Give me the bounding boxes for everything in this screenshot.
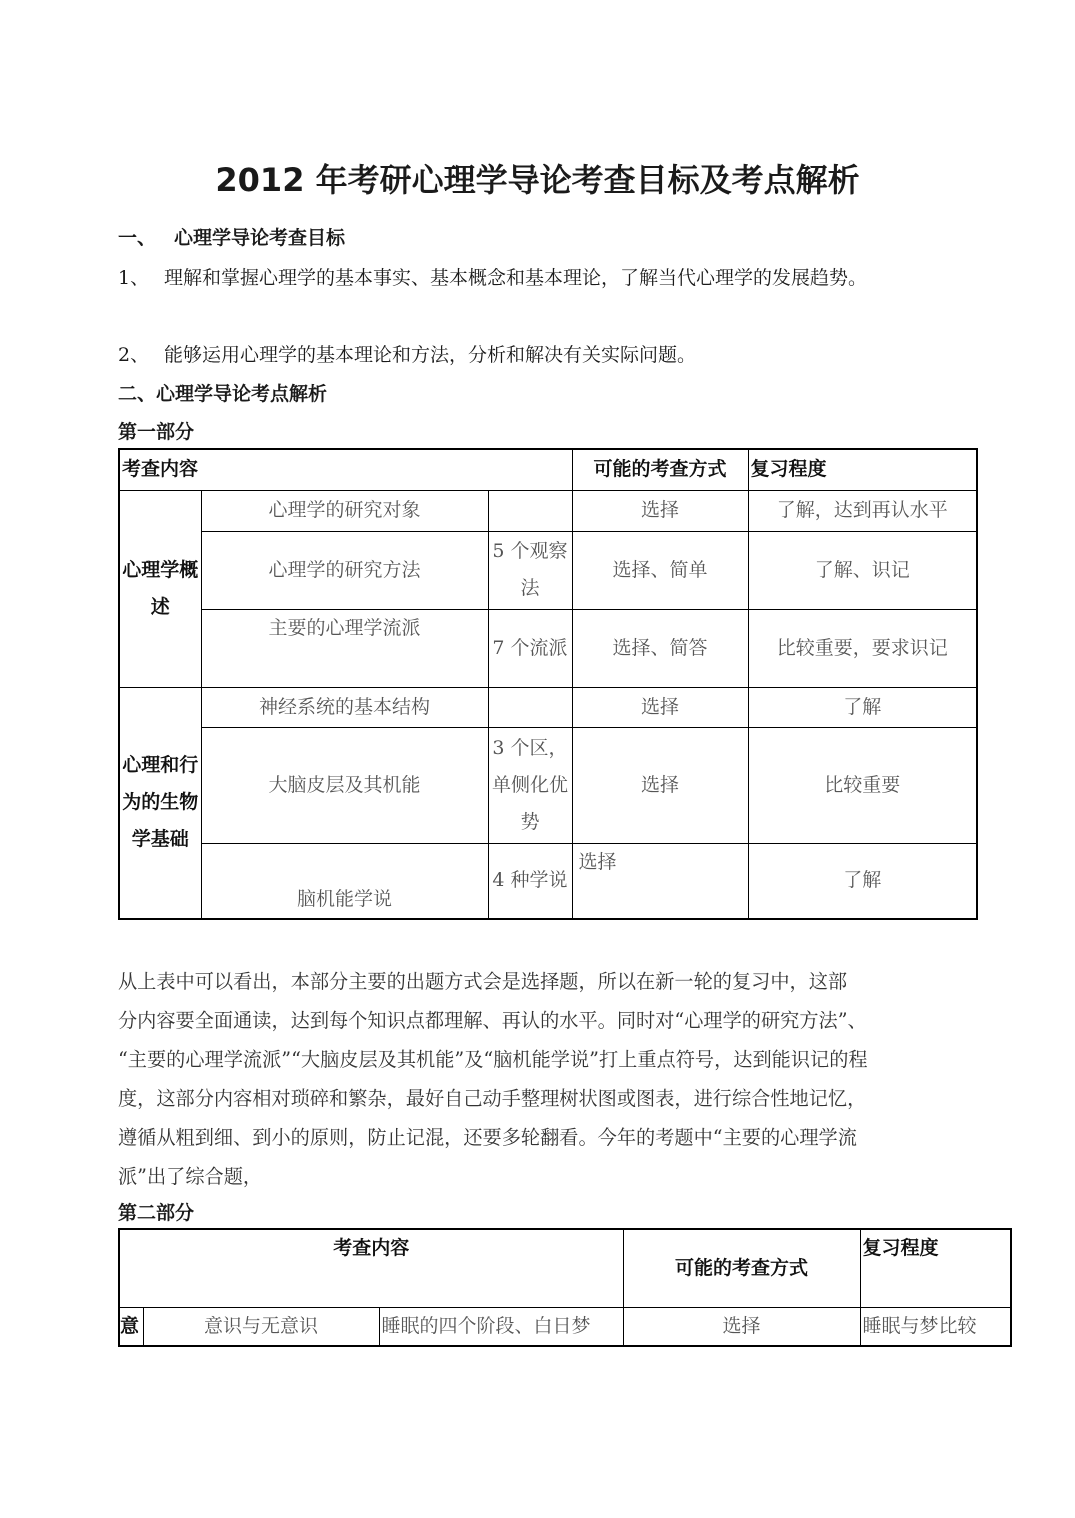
note-cell [488,687,572,727]
table-row [119,531,977,609]
topic-cell: 心理学的研究对象 [201,490,488,531]
method-cell: 选择 [572,687,748,727]
method-cell: 选择、简答 [572,609,748,687]
topic-cell: 大脑皮层及其机能 [201,727,488,843]
goal-number: 1、 [118,267,150,289]
goal-item [118,264,867,292]
table-header-row [119,1229,1011,1307]
note-cell: 3 个区，单侧化优势 [488,727,572,843]
goal-text: 理解和掌握心理学的基本事实、基本概念和基本理论，了解当代心理学的发展趋势。 [164,267,868,289]
note-cell: 4 种学说 [488,843,572,919]
analysis-paragraph [118,962,963,1196]
category-cell: 心理学概述 [119,490,201,687]
header-content: 考查内容 [119,1229,623,1307]
topic-cell: 脑机能学说 [201,843,488,919]
note-cell: 5 个观察法 [488,531,572,609]
level-cell: 比较重要，要求识记 [748,609,977,687]
method-cell: 选择、简单 [572,531,748,609]
level-cell: 比较重要 [748,727,977,843]
topic-cell: 主要的心理学流派 [201,609,488,687]
level-cell: 了解 [748,687,977,727]
header-content: 考查内容 [119,449,572,490]
part-two-table [118,1228,1012,1347]
note-cell: 7 个流派 [488,609,572,687]
method-cell: 选择 [623,1307,860,1346]
header-level: 复习程度 [748,449,977,490]
topic-cell: 意识与无意识 [143,1307,379,1346]
table-row [119,1307,1011,1346]
note-cell [488,490,572,531]
method-cell: 选择 [572,843,748,919]
topic-cell: 神经系统的基本结构 [201,687,488,727]
table-row [119,609,977,687]
section-one-title: 心理学导论考查目标 [174,227,346,249]
section-two-heading: 二、心理学导论考点解析 [118,383,328,405]
part-one-table [118,448,978,920]
goal-number: 2、 [118,344,150,366]
table-header-row [119,449,977,490]
analysis-line: 分内容要全面通读，达到每个知识点都理解、再认的水平。同时对“心理学的研究方法”、 [118,1009,867,1032]
level-cell: 了解，达到再认水平 [748,490,977,531]
method-cell: 选择 [572,490,748,531]
level-cell: 了解、识记 [748,531,977,609]
header-level: 复习程度 [860,1229,1011,1307]
category-cell: 心理和行为的生物学基础 [119,687,201,919]
header-method: 可能的考查方式 [572,449,748,490]
level-cell: 了解 [748,843,977,919]
table-row [119,843,977,919]
analysis-line: 遵循从粗到细、到小的原则，防止记混，还要多轮翻看。今年的考题中“主要的心理学流 [118,1126,857,1149]
analysis-line: 从上表中可以看出，本部分主要的出题方式会是选择题，所以在新一轮的复习中，这部 [118,970,848,993]
part-one-label: 第一部分 [118,421,195,443]
goal-item [118,341,696,369]
header-method: 可能的考查方式 [623,1229,860,1307]
part-two-label: 第二部分 [118,1202,195,1224]
level-cell: 睡眠与梦比较 [860,1307,1011,1346]
analysis-line: 度，这部分内容相对琐碎和繁杂，最好自己动手整理树状图或图表，进行综合性地记忆， [118,1087,867,1110]
table-row [119,687,977,727]
note-cell: 睡眠的四个阶段、白日梦 [379,1307,623,1346]
goal-text: 能够运用心理学的基本理论和方法，分析和解决有关实际问题。 [164,344,697,366]
analysis-line: 派”出了综合题， [118,1165,263,1188]
method-cell: 选择 [572,727,748,843]
analysis-line: “主要的心理学流派”“大脑皮层及其机能”及“脑机能学说”打上重点符号，达到能识记的程 [118,1048,868,1071]
table-row [119,727,977,843]
table-row [119,490,977,531]
section-one-number: 一、 [118,227,157,249]
section-one-heading [118,224,345,252]
document-title: 2012 年考研心理学导论考查目标及考点解析 [215,161,860,199]
topic-cell: 心理学的研究方法 [201,531,488,609]
category-cell: 意 [119,1307,143,1346]
